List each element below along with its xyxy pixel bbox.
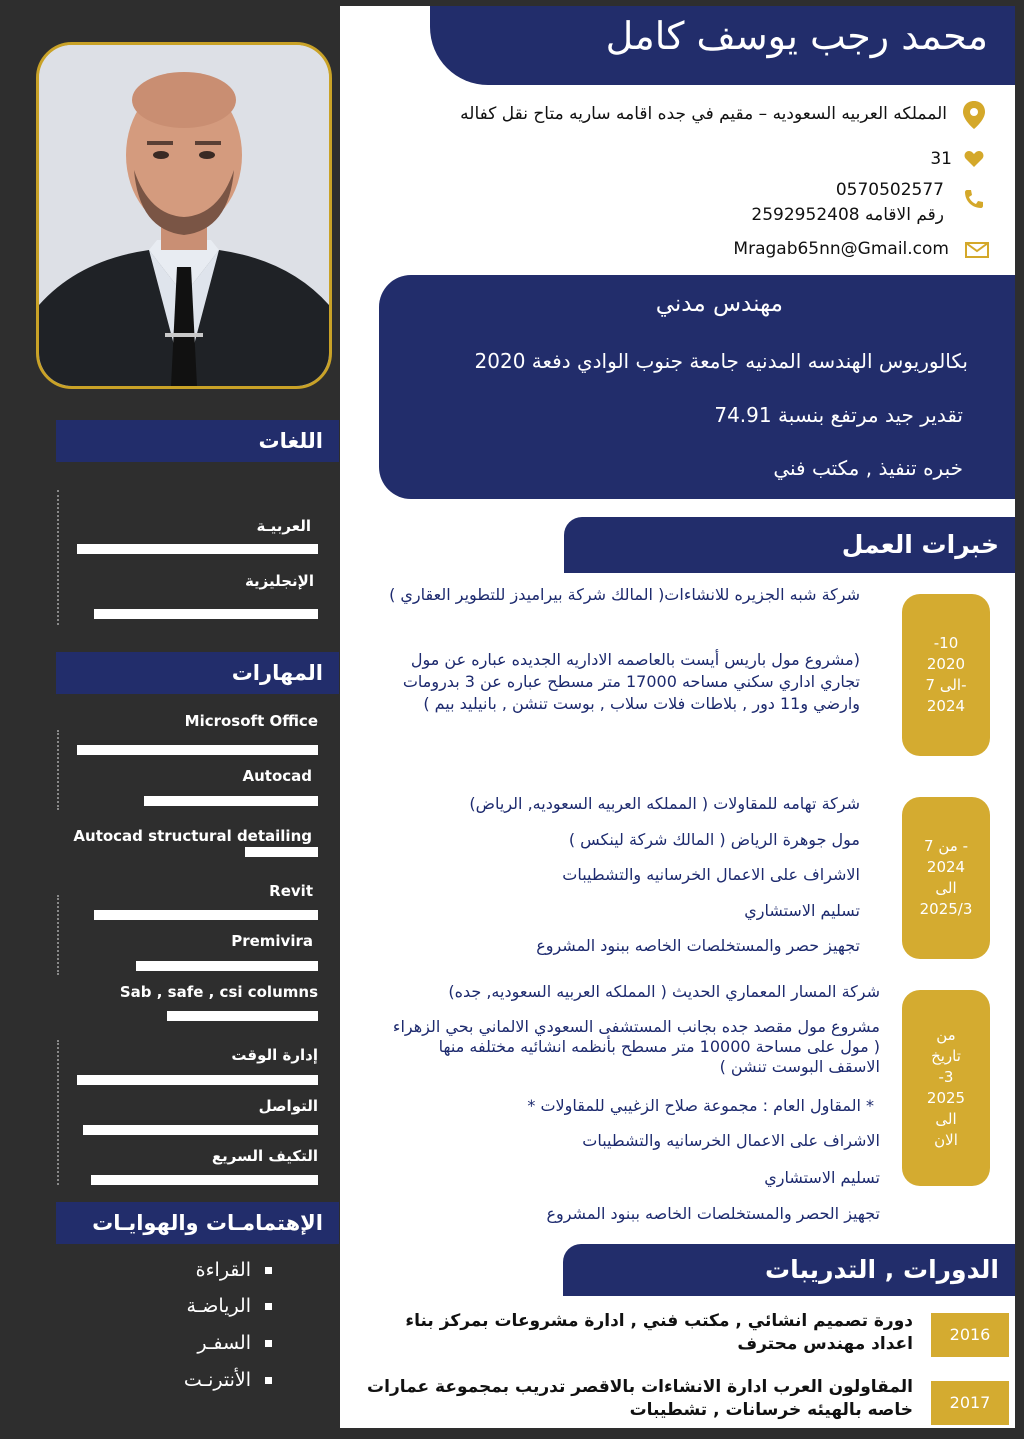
skill-level-bar <box>77 1075 318 1085</box>
contact-iqama: رقم الاقامه 2592952408 <box>751 205 944 225</box>
work-entry-line: شركة تهامه للمقاولات ( المملكه العربيه السعوديه, الرياض) <box>469 794 860 813</box>
work-entry-line: شركة شبه الجزيره للانشاءات( المالك شركة بيراميدز للتطوير العقاري ) <box>389 585 860 604</box>
skill-level-bar <box>144 796 318 806</box>
courses-heading: الدورات , التدريبات <box>563 1244 1015 1296</box>
phone-icon <box>963 188 985 214</box>
skills-divider <box>57 1040 59 1185</box>
work-entry-line: مول جوهرة الرياض ( المالك شركة لينكس ) <box>568 830 860 849</box>
contact-email: Mragab65nn@Gmail.com <box>733 239 949 259</box>
candidate-name: محمد رجب يوسف كامل <box>605 14 988 58</box>
work-entry-line: الاشراف على الاعمال الخرسانيه والتشطيبات <box>582 1131 880 1150</box>
work-entry-line: شركة المسار المعماري الحديث ( المملكه العربيه السعوديه, جده) <box>448 982 880 1001</box>
work-entry-line: * المقاول العام : مجموعة صلاح الزغيبي للمقاولات * <box>527 1096 874 1115</box>
contact-age: 31 <box>930 149 952 169</box>
skill-label: Microsoft Office <box>184 712 318 730</box>
education-degree: بكالوريوس الهندسه المدنيه جامعة جنوب الوادي دفعة 2020 <box>474 349 968 373</box>
work-date-badge: من تاريخ -3 2025 الى الان <box>902 990 990 1186</box>
skill-label: Revit <box>269 882 313 900</box>
work-entry-line: تجهيز حصر والمستخلصات الخاصه ببنود المشروع <box>536 936 860 955</box>
hobbies-heading: الإهتمامـات والهوايـات <box>56 1202 339 1244</box>
skill-label: Premivira <box>231 932 313 950</box>
skill-level-bar <box>167 1011 318 1021</box>
envelope-icon <box>965 242 989 262</box>
hobby-item: الأنترنـت <box>72 1369 272 1391</box>
languages-divider <box>57 490 59 625</box>
location-pin-icon <box>962 100 986 135</box>
contact-phone: 0570502577 <box>835 180 944 200</box>
education-experience: خبره تنفيذ , مكتب فني <box>773 456 963 480</box>
skill-level-bar <box>245 847 318 857</box>
language-level-bar-english <box>94 609 318 619</box>
skill-level-bar <box>94 910 318 920</box>
language-level-bar-arabic <box>77 544 318 554</box>
skill-label: إدارة الوقت <box>231 1046 318 1064</box>
work-entry-line: الاشراف على الاعمال الخرسانيه والتشطيبات <box>562 865 860 884</box>
skill-label: التواصل <box>258 1097 318 1115</box>
portrait-image <box>39 45 329 386</box>
course-entry: المقاولون العرب ادارة الانشاءات بالاقصر تدريب بمجموعة عمارات خاصه بالهيئه خرسانات , تشطيبات <box>367 1377 913 1420</box>
skills-heading: المهارات <box>56 652 339 694</box>
languages-heading: اللغات <box>56 420 339 462</box>
skill-label: Autocad <box>242 767 312 785</box>
language-label-english: الإنجليزية <box>244 572 314 590</box>
skill-level-bar <box>83 1125 318 1135</box>
profile-photo <box>36 42 332 389</box>
work-entry-line: تسليم الاستشاري <box>764 1168 880 1187</box>
job-title: مهندس مدني <box>655 291 783 317</box>
work-entry-line: تسليم الاستشاري <box>744 901 860 920</box>
work-heading: خبرات العمل <box>564 517 1015 573</box>
work-date-badge: -10 2020 الى 7- 2024 <box>902 594 990 756</box>
skills-divider <box>57 730 59 810</box>
skill-level-bar <box>91 1175 318 1185</box>
work-entry-line: (مشروع مول باريس أيست بالعاصمه الاداريه الجديده عباره عن مول تجاري اداري سكني مساحه 17000 متر مسطح عباره عن 3 بدرومات وارضي و11 دور , بلاطات فلات سلاب , بوست تنشن , بانيليد بيم ) <box>402 650 860 713</box>
course-year-badge: 2017 <box>931 1381 1009 1425</box>
skill-level-bar <box>77 745 318 755</box>
work-entry-line: تجهيز الحصر والمستخلصات الخاصه ببنود المشروع <box>546 1204 880 1223</box>
education-grade: تقدير جيد مرتفع بنسبة 74.91 <box>714 403 963 427</box>
hobby-item: السفـر <box>72 1332 272 1354</box>
work-entry-line: مشروع مول مقصد جده بجانب المستشفى السعودي الالماني بحي الزهراء ( مول على مساحة 10000 متر مسطح بأنظمه انشائيه مختلفه منها الاسقف البوست تنشن ) <box>392 1017 880 1076</box>
skill-label: Sab , safe , csi columns <box>119 983 318 1001</box>
skills-divider <box>57 895 59 975</box>
skill-label: Autocad structural detailing <box>73 827 312 845</box>
contact-location: المملكه العربيه السعوديه – مقيم في جده اقامه ساريه متاح نقل كفاله <box>460 104 947 124</box>
skill-level-bar <box>136 961 318 971</box>
course-year-badge: 2016 <box>931 1313 1009 1357</box>
heart-icon <box>964 150 984 172</box>
course-entry: دورة تصميم انشائي , مكتب فني , ادارة مشروعات بمركز بناء اعداد مهندس محترف <box>405 1311 913 1354</box>
work-date-badge: من 7 - 2024 الى 2025/3 <box>902 797 990 959</box>
skill-label: التكيف السريع <box>211 1147 318 1165</box>
language-label-arabic: العربيـة <box>256 517 311 535</box>
hobby-item: الرياضـة <box>72 1295 272 1317</box>
hobby-item: القراءة <box>72 1259 272 1281</box>
